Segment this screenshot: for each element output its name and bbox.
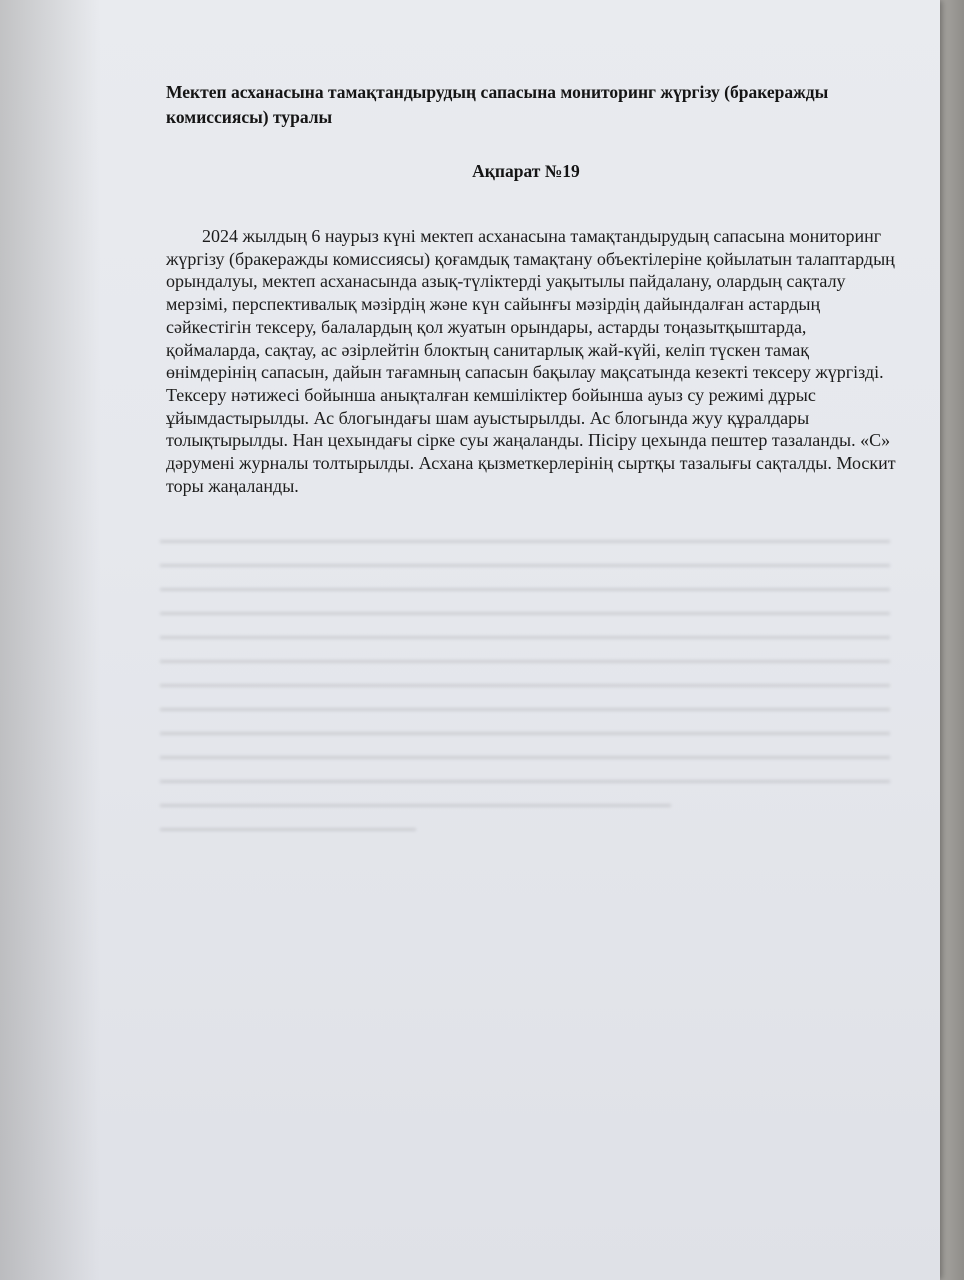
info-number-heading: Ақпарат №19 [472, 161, 580, 181]
body-paragraph: 2024 жылдың 6 наурыз күні мектеп асханасына тамақтандырудың сапасына мониторинг жүргізу (бракеражды комиссиясы) қоғамдық тамақтану объектілеріне қойылатын талаптардың орындалуы, мектеп асханасында азық-түліктерді уақытылы пайдалану, олардың сақталу мерзімі, перспективалық мәзірдің және күн сайынғы мәзірдің дайындалған астардың сәйкестігін тексеру, балалардың қол жуатын орындары, астарды тоңазытқыштарда, қоймаларда, сақтау, ас әзірлейтін блоктың санитарлық жай-күйі, келіп түскен тамақ өнімдерінің сапасын, дайын тағамның сапасын бақылау мақсатында кезекті тексеру жүргізді. Тексеру нәтижесі бойынша анықталған кемшіліктер бойынша ауыз су режимі дұрыс ұйымдастырылды. Ас блогындағы шам ауыстырылды. Ас блогында жуу құралдары толықтырылды. Нан цехындағы сірке суы жаңаланды. Пісіру цехында пештер тазаланды. «С» дәрумені журналы толтырылды. Асхана қызметкерлерінің сыртқы тазалығы сақталды. Москит торы жаңаланды. [166, 226, 896, 496]
paper-shadow [0, 0, 100, 1280]
document-title: Мектеп асханасына тамақтандырудың сапасына мониторинг жүргізу (бракеражды комиссиясы) туралы [166, 82, 829, 127]
bleed-through-text [160, 540, 890, 880]
document-body [166, 225, 896, 497]
